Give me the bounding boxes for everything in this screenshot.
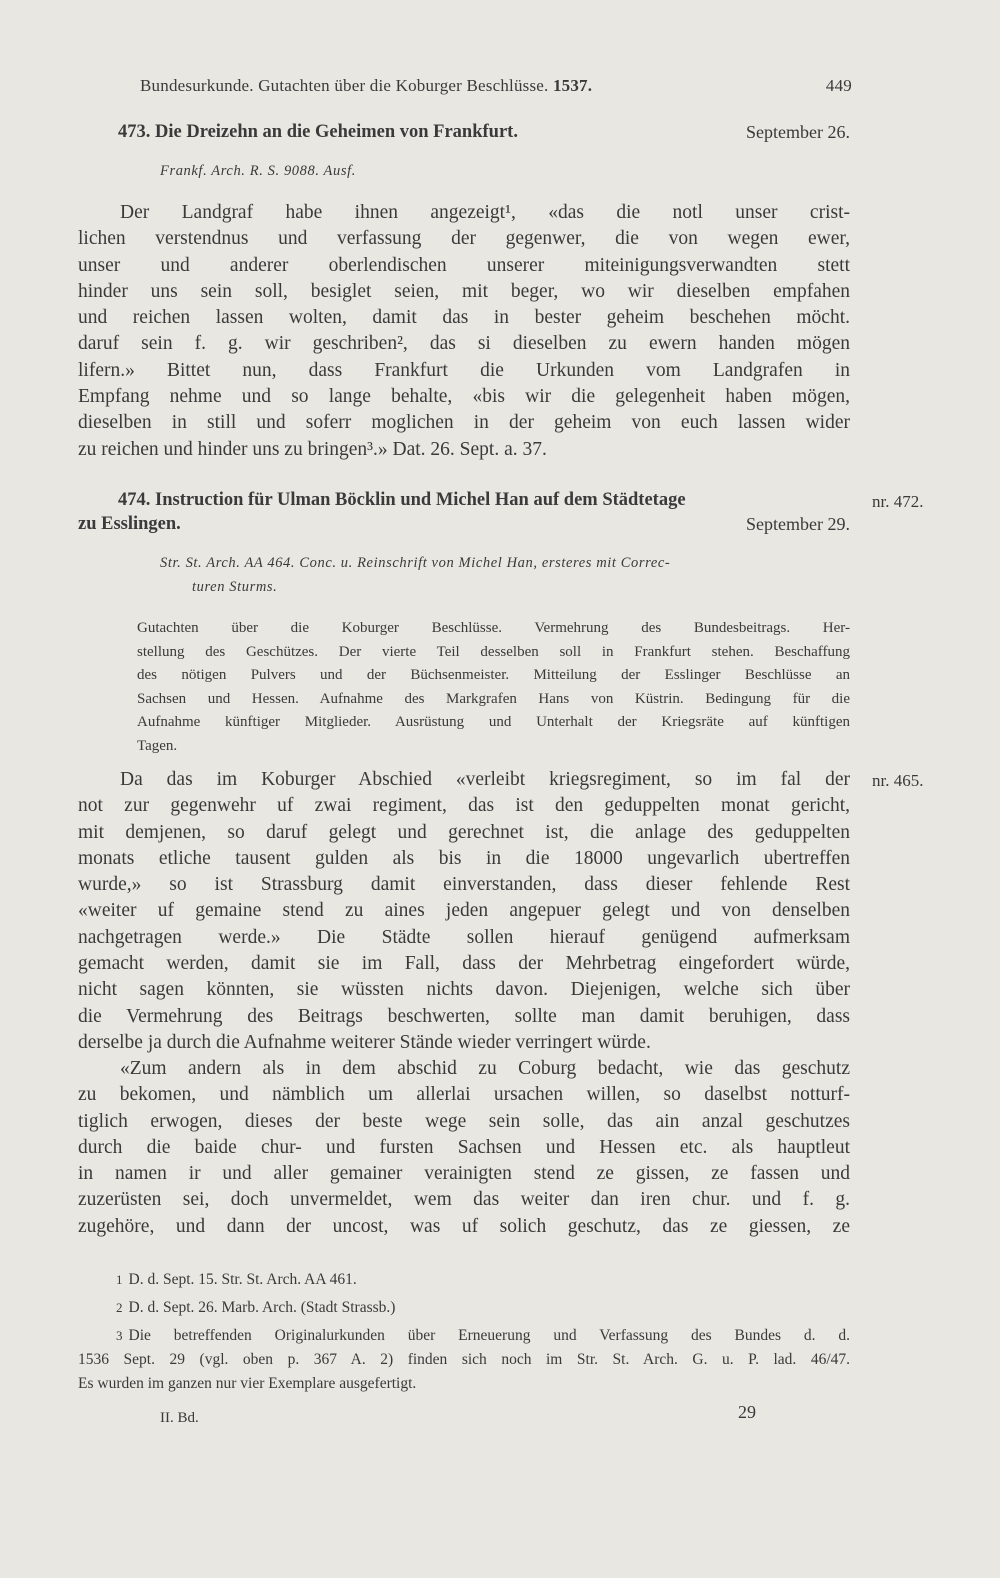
margin-note-465: nr. 465. xyxy=(872,771,924,790)
doc474-line: zu bekomen, und nämblich um allerlai ursachen willen, so daselbst notturf- xyxy=(78,1084,850,1106)
doc474-line: tiglich erwogen, dieses der beste wege sein solle, das ain anzal geschutzes xyxy=(78,1110,850,1132)
doc474-line: wurde,» so ist Strassburg damit einverstanden, dass dieser fehlende Rest xyxy=(78,874,850,896)
footnotes xyxy=(78,1268,850,1396)
doc474-date: September 29. xyxy=(746,514,850,534)
doc473-line: lichen verstendnus und verfassung der gegenwer, die von wegen ewer, xyxy=(78,228,850,250)
footnote-2-text: D. d. Sept. 26. Marb. Arch. (Stadt Strassb.) xyxy=(128,1299,396,1316)
summary-line: Aufnahme künftiger Mitglieder. Ausrüstung und Unterhalt der Kriegsräte auf künftigen xyxy=(137,714,850,730)
footnote-2 xyxy=(78,1296,850,1320)
doc474-line: monats etliche tausent gulden als bis in die 18000 ungevarlich ubertreffen xyxy=(78,847,850,869)
doc473-line: Empfang nehme und so lange behalte, «bis wir die gelegenheit haben mögen, xyxy=(78,386,850,408)
doc474-heading-line1: 474. Instruction für Ulman Böcklin und Michel Han auf dem Städtetage xyxy=(118,490,686,510)
doc474-line: in namen ir und aller gemainer verainigten stend ze gissen, ze fassen und xyxy=(78,1163,850,1185)
footnote-3-line1 xyxy=(78,1324,850,1348)
doc474-line: nachgetragen werde.» Die Städte sollen hierauf genügend aufmerksam xyxy=(78,926,850,948)
summary-line: des nötigen Pulvers und der Büchsenmeister. Mitteilung der Esslinger Beschlüsse an xyxy=(137,667,850,683)
margin-note-472: nr. 472. xyxy=(872,492,924,511)
doc473-line: und reichen lassen wolten, damit das in bester geheim beschehen möcht. xyxy=(78,307,850,329)
running-head-year: 1537. xyxy=(552,76,593,95)
doc473-line: hinder uns sein soll, besiglet seien, mit beger, wo wir dieselben empfahen xyxy=(78,280,850,302)
footnote-1 xyxy=(78,1268,850,1292)
summary-line: Gutachten über die Koburger Beschlüsse. Vermehrung des Bundesbeitrags. Her- xyxy=(137,620,850,636)
page-number: 449 xyxy=(825,76,852,95)
footnote-3-line2: 1536 Sept. 29 (vgl. oben p. 367 A. 2) finden sich noch im Str. St. Arch. G. u. P. lad. 46/47. xyxy=(78,1351,850,1368)
volume-mark: II. Bd. xyxy=(160,1410,199,1426)
doc474-line: durch die baide chur- und fursten Sachsen und Hessen etc. als hauptleut xyxy=(78,1136,850,1158)
doc474-body1 xyxy=(78,767,850,1056)
footnote-1-number: 1 xyxy=(116,1272,123,1287)
doc473-heading: 473. Die Dreizehn an die Geheimen von Frankfurt. xyxy=(118,122,518,142)
doc473-date: September 26. xyxy=(746,122,850,142)
doc474-summary xyxy=(137,617,850,758)
doc473-source: Frankf. Arch. R. S. 9088. Ausf. xyxy=(160,163,356,179)
sheet-signature: 29 xyxy=(738,1402,756,1422)
footnote-3-text: Die betreffenden Originalurkunden über Erneuerung und Verfassung des Bundes d. d. xyxy=(128,1327,850,1344)
doc473-line: unser und anderer oberlendischen unserer miteinigungsverwandten stett xyxy=(78,254,850,276)
running-head-title xyxy=(140,76,592,96)
doc474-line: zugehöre, und dann der uncost, was uf solich geschutz, das ze giessen, ze xyxy=(78,1215,850,1237)
doc474-line: not zur gegenwehr uf zwai regiment, das ist den geduppelten monat gericht, xyxy=(78,795,850,817)
doc474-line: die Vermehrung des Beitrags beschwerten, sollte man damit beruhigen, dass xyxy=(78,1005,850,1027)
doc474-line: zuzerüsten sei, doch unvermeldet, wem das weiter dan iren chur. und f. g. xyxy=(78,1189,850,1211)
doc474-line: nicht sagen könnten, sie wüssten nichts davon. Diejenigen, welche sich über xyxy=(78,979,850,1001)
doc474-line: Da das im Koburger Abschied «verleibt kriegsregiment, so im fal der xyxy=(120,769,850,790)
doc474-heading-line2: zu Esslingen. xyxy=(78,514,181,534)
doc474-line: mit demjenen, so daruf gelegt und gerechnet ist, die anlage des geduppelten xyxy=(78,821,850,843)
doc473-line: lifern.» Bittet nun, dass Frankfurt die Urkunden vom Landgrafen in xyxy=(78,359,850,381)
summary-line: Tagen. xyxy=(137,737,178,754)
doc474-line: «weiter uf gemaine stend zu aines jeden angepuer gelegt und von denselben xyxy=(78,900,850,922)
footnote-3-number: 3 xyxy=(116,1328,123,1343)
footnote-3-line3: Es wurden im ganzen nur vier Exemplare ausgefertigt. xyxy=(78,1375,417,1392)
doc473-body xyxy=(78,200,850,463)
doc473-line: zu reichen und hinder uns zu bringen³.» Dat. 26. Sept. a. 37. xyxy=(78,438,547,460)
running-head-text: Bundesurkunde. Gutachten über die Koburger Beschlüsse. xyxy=(140,76,549,95)
doc473-line: dieselben in still und soferr moglichen in der geheim von euch lassen wider xyxy=(78,412,850,434)
doc474-line: gemacht werden, damit sie im Fall, dass der Mehrbetrag eingefordert würde, xyxy=(78,953,850,975)
doc473-line: daruf sein f. g. wir geschriben², das si dieselben zu ewern handen mögen xyxy=(78,333,850,355)
doc474-line: derselbe ja durch die Aufnahme weiterer Stände wieder verringert würde. xyxy=(78,1031,651,1053)
summary-line: stellung des Geschützes. Der vierte Teil desselben soll in Frankfurt stehen. Beschaffung xyxy=(137,643,850,660)
summary-line: Sachsen und Hessen. Aufnahme des Markgrafen Hans von Küstrin. Bedingung für die xyxy=(137,690,850,707)
doc474-source-line2: turen Sturms. xyxy=(192,579,278,595)
footnote-2-number: 2 xyxy=(116,1300,123,1315)
doc474-line: «Zum andern als in dem abschid zu Coburg bedacht, wie das geschutz xyxy=(120,1058,850,1079)
doc474-body2 xyxy=(78,1056,850,1240)
footnote-1-text: D. d. Sept. 15. Str. St. Arch. AA 461. xyxy=(128,1271,357,1288)
doc474-source-line1: Str. St. Arch. AA 464. Conc. u. Reinschrift von Michel Han, ersteres mit Correc- xyxy=(160,555,671,571)
doc473-line: Der Landgraf habe ihnen angezeigt¹, «das die notl unser crist- xyxy=(120,202,850,223)
